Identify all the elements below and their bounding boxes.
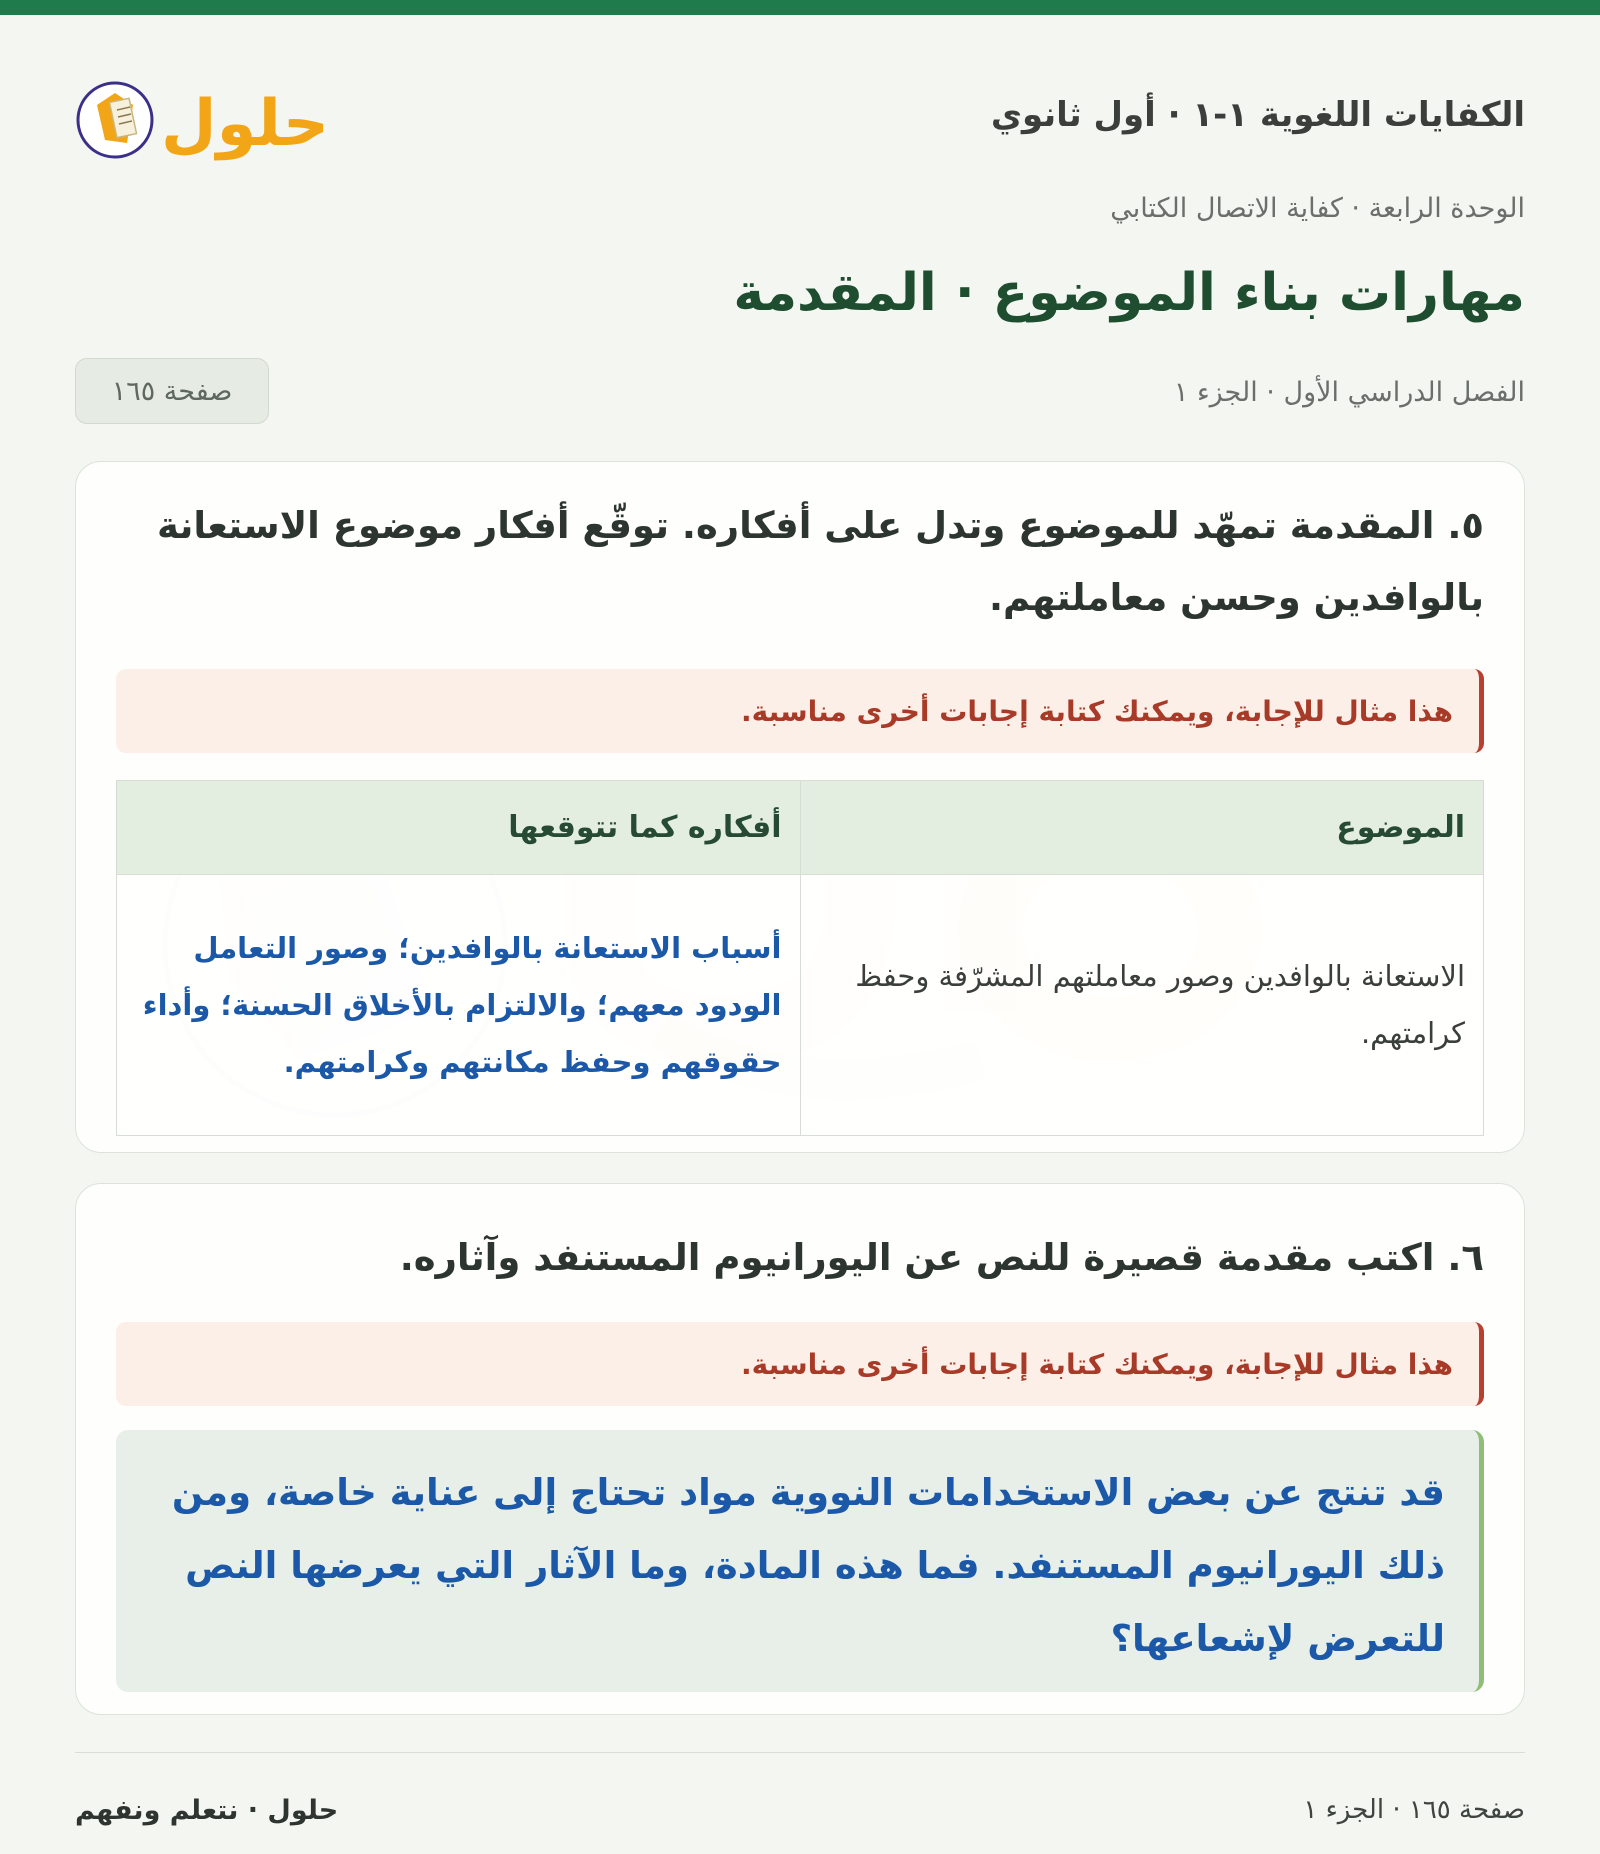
footer-divider (75, 1752, 1525, 1753)
answer-note-text: هذا مثال للإجابة، ويمكنك كتابة إجابات أخرى مناسبة. (741, 1347, 1453, 1381)
question-6-text: ٦. اكتب مقدمة قصيرة للنص عن اليورانيوم المستنفد وآثاره. (399, 1236, 1484, 1279)
term-info: الفصل الدراسي الأول · الجزء ١ (1173, 377, 1525, 408)
book-logo-icon (78, 83, 152, 157)
column-header-ideas: أفكاره كما تتوقعها (117, 781, 801, 875)
question-6-card (75, 1183, 1525, 1715)
column-header-topic: الموضوع (800, 781, 1484, 875)
footer-brand: حلول · نتعلم ونفهم (75, 1795, 339, 1826)
question-6-answer: قد تنتج عن بعض الاستخدامات النووية مواد تحتاج إلى عناية خاصة، ومن ذلك اليورانيوم المستنفد. فما هذه المادة، وما الآثار التي يعرضها النص للتعرض لإشعاعها؟ (116, 1430, 1484, 1692)
ideas-table (116, 780, 1484, 1136)
answer-note-text: هذا مثال للإجابة، ويمكنك كتابة إجابات أخرى مناسبة. (741, 694, 1453, 728)
top-accent-bar (0, 0, 1600, 15)
lesson-title: مهارات بناء الموضوع · المقدمة (733, 263, 1525, 323)
footer-page-info: صفحة ١٦٥ · الجزء ١ (1303, 1795, 1525, 1825)
question-5-text: ٥. المقدمة تمهّد للموضوع وتدل على أفكاره. توقّع أفكار موضوع الاستعانة بالوافدين وحسن معاملتهم. (157, 504, 1484, 619)
table-header-row (117, 781, 1484, 875)
table-row (117, 875, 1484, 1136)
topic-cell: الاستعانة بالوافدين وصور معاملتهم المشرّفة وحفظ كرامتهم. (800, 875, 1484, 1136)
hulul-logo[interactable] (75, 65, 335, 175)
question-5-card (75, 461, 1525, 1153)
page-header (75, 55, 1525, 175)
unit-breadcrumb: الوحدة الرابعة · كفاية الاتصال الكتابي (1110, 193, 1525, 224)
question-6-note (116, 1322, 1484, 1406)
book-title: الكفايات اللغوية ١-١ · أول ثانوي (990, 95, 1525, 135)
ideas-cell: أسباب الاستعانة بالوافدين؛ وصور التعامل الودود معهم؛ والالتزام بالأخلاق الحسنة؛ وأداء حقوقهم وحفظ مكانتهم وكرامتهم. (117, 875, 801, 1136)
logo-wordmark: حلول (161, 87, 329, 161)
question-5-note (116, 669, 1484, 753)
page-number-chip: صفحة ١٦٥ (75, 358, 269, 424)
